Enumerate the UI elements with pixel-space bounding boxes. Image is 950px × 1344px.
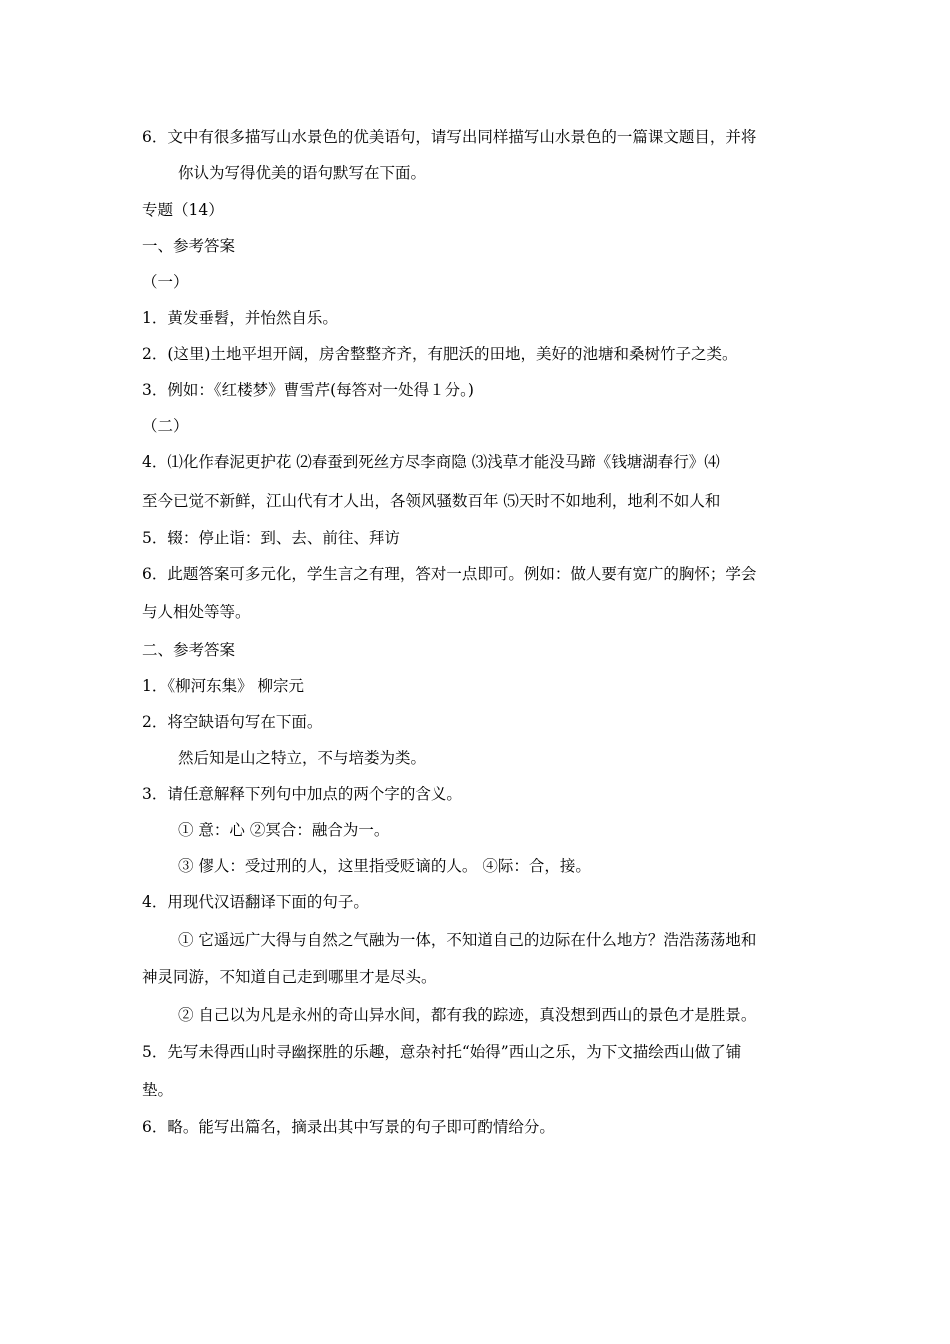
answer-1-1: 1．黄发垂髫，并怡然自乐。 bbox=[142, 309, 338, 327]
answer-ii-3-item-1: ① 意：心 ②冥合：融合为一。 bbox=[178, 821, 390, 839]
answer-1-3: 3．例如：《红楼梦》曹雪芹(每答对一处得１分。) bbox=[142, 381, 474, 399]
answer-ii-3-item-2: ③ 僇人：受过刑的人，这里指受贬谪的人。 ④际：合，接。 bbox=[178, 857, 591, 875]
answer-2-4-line-1: 4．⑴化作春泥更护花 ⑵春蚕到死丝方尽李商隐 ⑶浅草才能没马蹄《钱塘湖春行》⑷ bbox=[142, 453, 720, 471]
answer-ii-4-item-1-line-2: 神灵同游，不知道自己走到哪里才是尽头。 bbox=[142, 968, 437, 986]
answer-2-5: 5．辍：停止诣：到、去、前往、拜访 bbox=[142, 529, 400, 547]
subsection-one-heading: （一） bbox=[142, 273, 189, 291]
answer-ii-5-line-2: 垫。 bbox=[142, 1081, 174, 1099]
answer-1-2: 2．(这里)土地平坦开阔，房舍整整齐齐，有肥沃的田地，美好的池塘和桑树竹子之类。 bbox=[142, 345, 738, 363]
answer-ii-6: 6．略。能写出篇名，摘录出其中写景的句子即可酌情给分。 bbox=[142, 1118, 555, 1136]
answer-ii-4: 4．用现代汉语翻译下面的句子。 bbox=[142, 893, 369, 911]
part-one-heading: 一、参考答案 bbox=[142, 237, 236, 255]
answer-ii-2: 2．将空缺语句写在下面。 bbox=[142, 713, 323, 731]
answer-ii-4-item-1-line-1: ① 它遥远广大得与自然之气融为一体，不知道自己的边际在什么地方？浩浩荡荡地和 bbox=[178, 931, 757, 949]
answer-2-6-line-2: 与人相处等等。 bbox=[142, 603, 251, 621]
answer-ii-2-content: 然后知是山之特立，不与培娄为类。 bbox=[178, 749, 427, 767]
answer-ii-1: 1．《柳河东集》 柳宗元 bbox=[142, 677, 305, 695]
answer-2-6-line-1: 6．此题答案可多元化，学生言之有理，答对一点即可。例如：做人要有宽广的胸怀；学会 bbox=[142, 565, 757, 583]
subsection-two-heading: （二） bbox=[142, 417, 189, 435]
section-heading-topic-14: 专题（14） bbox=[142, 201, 224, 219]
part-two-heading: 二、参考答案 bbox=[142, 641, 236, 659]
question-6-line-1: 6．文中有很多描写山水景色的优美语句，请写出同样描写山水景色的一篇课文题目，并将 bbox=[142, 128, 757, 146]
answer-ii-3: 3．请任意解释下列句中加点的两个字的含义。 bbox=[142, 785, 462, 803]
answer-2-4-line-2: 至今已觉不新鲜，江山代有才人出，各领风骚数百年 ⑸天时不如地利，地利不如人和 bbox=[142, 492, 721, 510]
answer-ii-5-line-1: 5．先写未得西山时寻幽探胜的乐趣，意杂衬托“始得”西山之乐，为下文描绘西山做了铺 bbox=[142, 1043, 742, 1061]
answer-ii-4-item-2: ② 自己以为凡是永州的奇山异水间，都有我的踪迹，真没想到西山的景色才是胜景。 bbox=[178, 1006, 757, 1024]
question-6-line-2: 你认为写得优美的语句默写在下面。 bbox=[178, 164, 427, 182]
